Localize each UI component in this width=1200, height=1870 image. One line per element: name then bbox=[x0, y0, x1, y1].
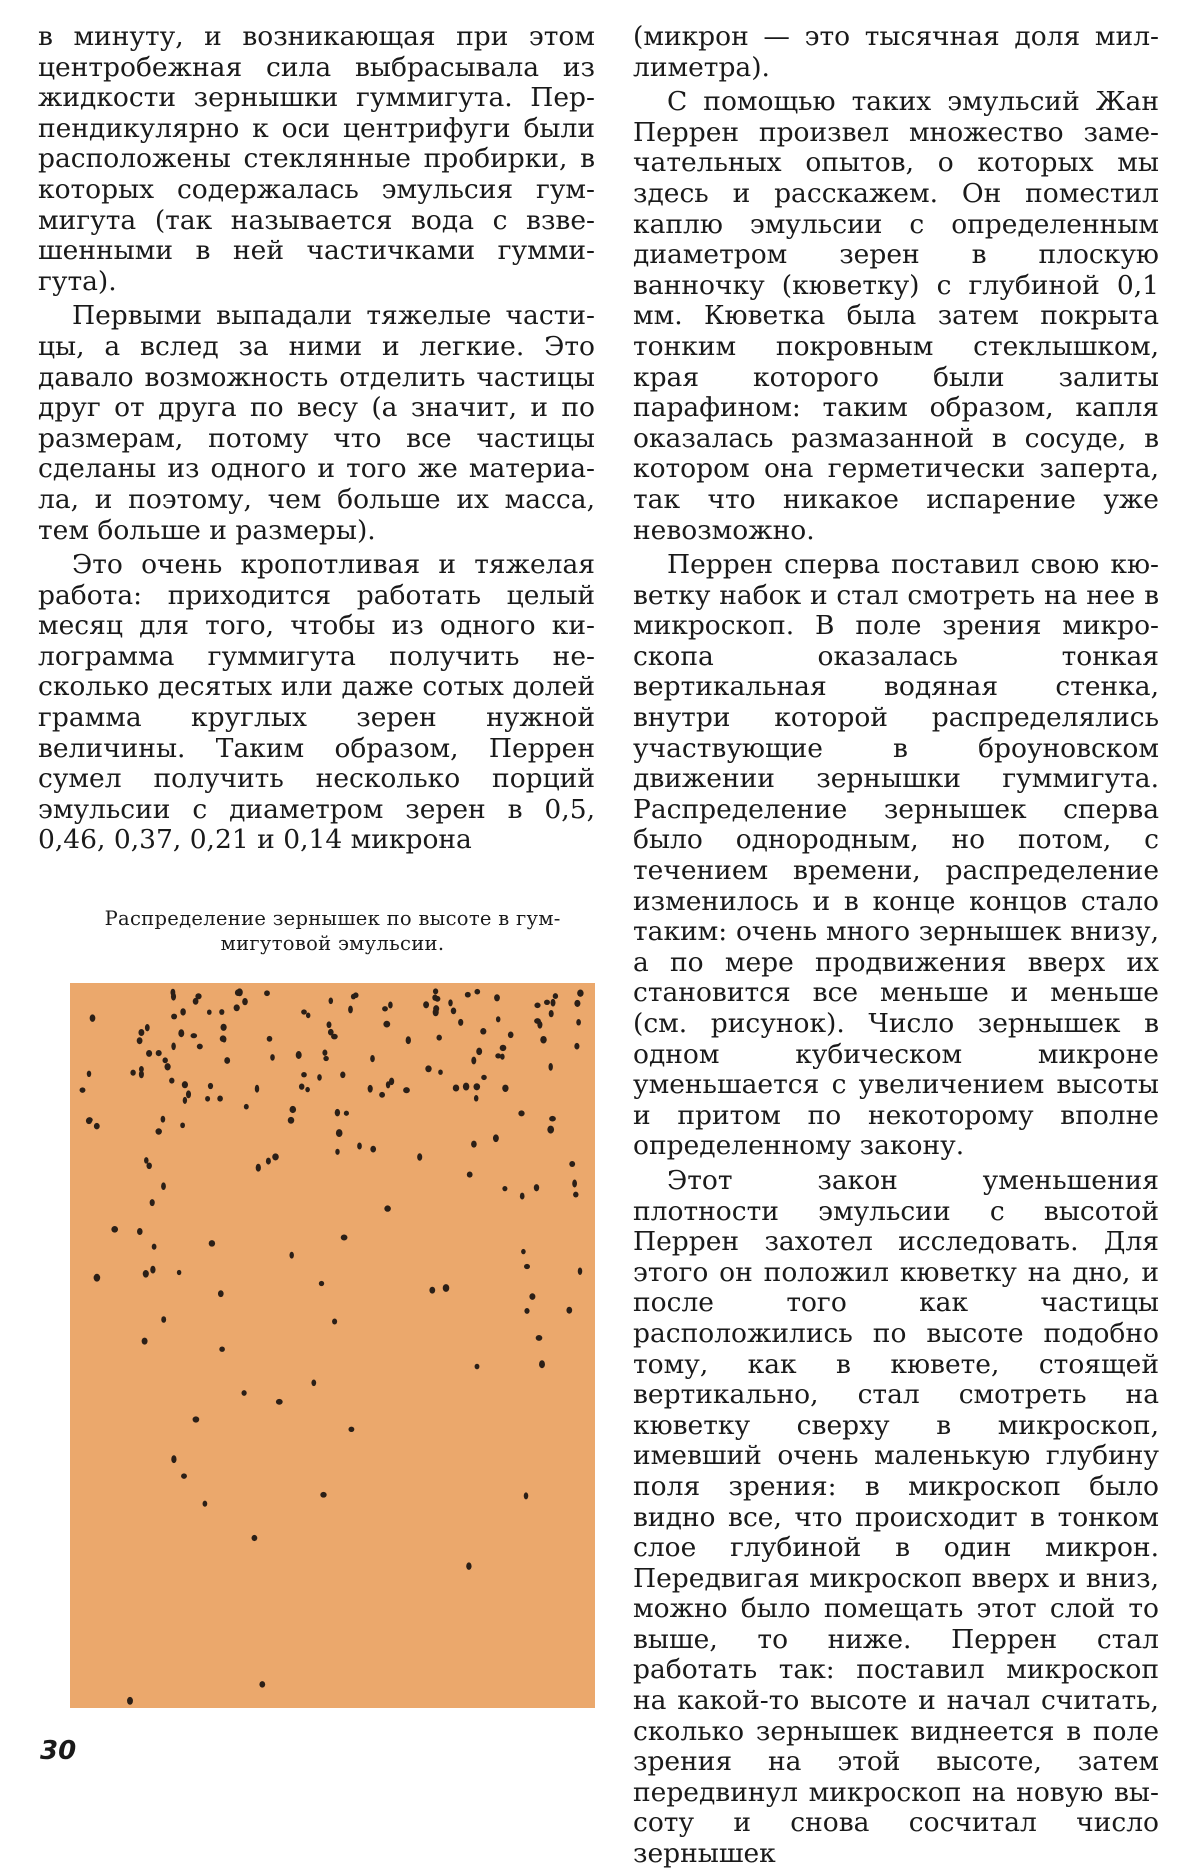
particle-dot bbox=[161, 1316, 166, 1323]
particle-dot bbox=[255, 1085, 259, 1093]
particle-dot bbox=[529, 1293, 535, 1300]
left-paragraph-3: Это очень кропотливая и тяжелая работа: приходится работать целый месяц для того, чтобы из одного килограмма гуммигута получить несколько десятых или даже сотых долей грамма круглых зерен нужной величины. Таким образом, Перрен сумел получить несколько порций эмульсии с диаметром зерен в 0,5, 0,46, 0,37, 0,21 и 0,14 микрона bbox=[38, 549, 595, 856]
particle-dot bbox=[370, 1146, 376, 1153]
left-paragraph-1: в минуту, и возникающая при этом центробежная сила выбрасывала из жидкости зернышки гуммигута. Перпендикулярно к оси центрифуги были расположены стеклянные пробирки, в которых содержалась эмульсия гуммигута (так называется вода с взвешенными в ней частичками гуммигута). bbox=[38, 21, 595, 297]
figure-caption: Распределение зернышек по высоте в гуммигутовой эмульсии. bbox=[104, 907, 561, 955]
particle-dot bbox=[138, 1029, 144, 1036]
particle-dot bbox=[181, 1473, 187, 1479]
particle-dot bbox=[299, 1083, 304, 1089]
emulsion-particles bbox=[70, 983, 595, 1708]
particle-dot bbox=[244, 1104, 249, 1110]
particle-dot bbox=[320, 1492, 326, 1498]
particle-dot bbox=[266, 1158, 271, 1165]
particle-dot bbox=[137, 1037, 143, 1044]
particle-dot bbox=[177, 1270, 182, 1275]
particle-dot bbox=[357, 1143, 362, 1150]
particle-dot bbox=[152, 1244, 157, 1250]
particle-dot bbox=[87, 1071, 91, 1077]
particle-dot bbox=[288, 1117, 295, 1124]
particle-dot bbox=[143, 1270, 149, 1278]
particle-dot bbox=[305, 1087, 310, 1092]
particle-dot bbox=[207, 1010, 212, 1015]
particle-dot bbox=[496, 1016, 501, 1022]
particle-dot bbox=[577, 990, 583, 997]
left-paragraph-2: Первыми выпадали тяжелые частицы, а вслед за ними и легкие. Это давало возможность отделить частицы друг от друга по весу (а значит, и по размерам, потому что все частицы сделаны из одного и того же материала, и поэтому, чем больше их масса, тем больше и размеры). bbox=[38, 300, 595, 546]
particle-dot bbox=[322, 1050, 327, 1056]
particle-dot bbox=[130, 1070, 135, 1076]
particle-dot bbox=[480, 1028, 486, 1035]
particle-dot bbox=[272, 1153, 279, 1160]
particle-dot bbox=[178, 1029, 184, 1037]
particle-dot bbox=[549, 1116, 556, 1122]
particle-dot bbox=[193, 1416, 200, 1422]
particle-dot bbox=[331, 1034, 338, 1040]
particle-dot bbox=[171, 1042, 176, 1050]
particle-dots bbox=[80, 988, 584, 1704]
particle-dot bbox=[539, 1360, 545, 1368]
particle-dot bbox=[569, 1161, 575, 1167]
particle-dot bbox=[406, 1036, 411, 1044]
particle-dot bbox=[317, 1074, 322, 1081]
particle-dot bbox=[208, 1083, 213, 1089]
particle-dot bbox=[502, 1186, 507, 1191]
particle-dot bbox=[180, 1122, 185, 1128]
particle-dot bbox=[220, 1024, 226, 1031]
particle-dot bbox=[241, 1390, 246, 1396]
page-number: 30 bbox=[40, 1736, 77, 1766]
particle-dot bbox=[370, 1055, 375, 1062]
particle-dot bbox=[389, 1078, 394, 1085]
particle-dot bbox=[171, 1014, 177, 1020]
particle-dot bbox=[524, 1492, 529, 1499]
particle-dot bbox=[549, 1010, 554, 1017]
particle-dot bbox=[191, 1033, 198, 1038]
particle-dot bbox=[574, 1000, 580, 1007]
particle-dot bbox=[448, 999, 452, 1006]
particle-dot bbox=[550, 999, 555, 1007]
particle-dot bbox=[171, 989, 176, 996]
particle-dot bbox=[348, 1427, 354, 1432]
particle-dot bbox=[432, 994, 437, 1000]
particle-dot bbox=[289, 1252, 293, 1259]
particle-dot bbox=[471, 1057, 476, 1065]
particle-dot bbox=[150, 1266, 155, 1274]
particle-dot bbox=[335, 1149, 339, 1155]
particle-dot bbox=[270, 1054, 275, 1061]
particle-dot bbox=[311, 1380, 316, 1387]
particle-dot bbox=[217, 1096, 223, 1102]
particle-dot bbox=[301, 1072, 307, 1077]
particle-dot bbox=[524, 1264, 530, 1269]
particle-dot bbox=[494, 994, 500, 1001]
particle-dot bbox=[218, 1290, 224, 1297]
particle-dot bbox=[144, 1157, 149, 1163]
particle-dot bbox=[553, 993, 558, 999]
particle-dot bbox=[493, 1134, 499, 1142]
particle-dot bbox=[161, 1182, 166, 1190]
particle-dot bbox=[383, 1021, 390, 1028]
particle-dot bbox=[344, 1111, 349, 1116]
particle-dot bbox=[388, 1002, 393, 1009]
particle-dot bbox=[111, 1226, 118, 1233]
particle-dot bbox=[252, 1535, 258, 1541]
particle-dot bbox=[502, 1085, 508, 1092]
particle-dot bbox=[203, 1501, 208, 1507]
particle-dot bbox=[336, 1129, 343, 1137]
particle-dot bbox=[475, 1364, 480, 1370]
particle-dot bbox=[423, 1001, 429, 1008]
particle-dot bbox=[197, 1044, 203, 1050]
particle-dot bbox=[267, 1036, 273, 1042]
particle-dot bbox=[573, 1192, 578, 1198]
particle-dot bbox=[534, 1184, 539, 1191]
particle-dot bbox=[451, 1008, 457, 1015]
particle-dot bbox=[474, 1095, 479, 1102]
particle-dot bbox=[537, 1021, 542, 1029]
particle-dot bbox=[264, 990, 270, 996]
particle-dot bbox=[169, 1078, 174, 1084]
particle-dot bbox=[379, 1092, 385, 1098]
particle-dot bbox=[547, 1126, 554, 1134]
particle-dot bbox=[256, 1164, 261, 1172]
particle-dot bbox=[224, 1057, 230, 1064]
particle-dot bbox=[155, 1128, 161, 1134]
particle-dot bbox=[521, 1249, 526, 1254]
particle-dot bbox=[142, 1338, 148, 1345]
particle-dot bbox=[219, 1009, 224, 1015]
particle-dot bbox=[436, 1035, 441, 1041]
right-paragraph-4: Этот закон уменьшения плотности эмульсии с высотой Перрен захотел исследовать. Для этого он положил кюветку на дно, и после того как частицы расположились по высоте подобно тому, как в кювете, стоящей вертикально, стал смотреть на кюветку сверху в микроскоп, имевший очень маленькую глубину поля зрения: в микроскоп было видно все, что происходит в тонком слое глубиной в один микрон. Передвигая микроскоп вверх и вниз, можно было помещать этот слой то выше, то ниже. Перрен стал работать так: поставил микроскоп на какой-то высоте и начал считать, сколько зернышек виднеется в поле зрения на этой высоте, затем передвинул микроскоп на новую высоту и снова сосчитал число зернышек bbox=[633, 1164, 1159, 1870]
particle-dot bbox=[425, 1065, 431, 1072]
particle-dot bbox=[473, 1083, 480, 1090]
particle-dot bbox=[566, 1307, 572, 1314]
particle-dot bbox=[162, 1057, 167, 1063]
particle-dot bbox=[574, 1043, 579, 1050]
particle-dot bbox=[205, 1096, 210, 1102]
particle-dot bbox=[183, 1097, 187, 1104]
particle-dot bbox=[458, 1019, 463, 1026]
particle-dot bbox=[540, 1036, 547, 1044]
particle-dot bbox=[90, 1014, 96, 1022]
particle-dot bbox=[259, 1681, 265, 1687]
particle-dot bbox=[524, 1308, 529, 1314]
particle-dot bbox=[186, 1090, 191, 1098]
particle-dot bbox=[296, 1051, 302, 1059]
right-paragraph-2: С помощью таких эмульсий Жан Перрен произвел множество замечательных опытов, о которых мы здесь и расскажем. Он поместил каплю эмульсии с определенным диаметром зерен в плоскую ванночку (кюветку) с глубиной 0,1 мм. Кюветка была затем покрыта тонким покровным стеклышком, края которого были залиты парафином: таким образом, капля оказалась размазанной в сосуде, в котором она герметически заперта, так что никакое испарение уже невозможно. bbox=[633, 86, 1159, 546]
particle-dot bbox=[534, 1003, 540, 1009]
particle-dot bbox=[146, 1162, 151, 1169]
particle-dot bbox=[340, 1071, 345, 1078]
particle-dot bbox=[368, 1085, 373, 1093]
particle-dot bbox=[94, 1123, 100, 1129]
particle-dot bbox=[520, 1193, 525, 1200]
particle-dot bbox=[180, 1008, 186, 1015]
particle-dot bbox=[433, 1008, 439, 1016]
particle-dot bbox=[156, 1050, 162, 1056]
right-text-column bbox=[633, 22, 1159, 1870]
particle-dot bbox=[209, 1240, 215, 1247]
particle-dot bbox=[306, 1013, 310, 1019]
particle-dot bbox=[161, 1116, 166, 1123]
particle-dot bbox=[335, 1109, 340, 1116]
particle-dot bbox=[94, 1274, 101, 1282]
particle-dot bbox=[171, 1455, 176, 1463]
particle-dot bbox=[403, 1087, 410, 1093]
particle-dot bbox=[500, 1045, 507, 1051]
particle-dot bbox=[327, 1021, 332, 1028]
particle-dot bbox=[341, 1235, 348, 1241]
particle-dot bbox=[195, 993, 201, 999]
particle-dot bbox=[453, 1084, 459, 1091]
particle-dot bbox=[443, 1284, 450, 1292]
particle-dot bbox=[145, 1024, 150, 1031]
particle-dot bbox=[549, 1063, 553, 1071]
particle-dot bbox=[572, 1180, 577, 1188]
particle-dot bbox=[319, 1281, 324, 1286]
particle-dot bbox=[137, 1228, 143, 1235]
particle-dot bbox=[242, 998, 248, 1005]
particle-dot bbox=[466, 1562, 471, 1569]
particle-dot bbox=[139, 1070, 144, 1078]
particle-dot bbox=[220, 1035, 227, 1042]
particle-dot bbox=[463, 1083, 469, 1091]
particle-dot bbox=[382, 1006, 388, 1011]
particle-dot bbox=[471, 1141, 477, 1148]
particle-dot bbox=[146, 1050, 152, 1057]
particle-dot bbox=[332, 1319, 337, 1325]
particle-dot bbox=[150, 1199, 155, 1206]
particle-dot bbox=[433, 988, 438, 994]
particle-dot bbox=[80, 1087, 86, 1092]
particle-dot bbox=[329, 998, 334, 1005]
particle-dot bbox=[500, 1054, 504, 1060]
particle-dot bbox=[301, 1009, 307, 1014]
particle-dot bbox=[518, 1110, 524, 1116]
particle-dot bbox=[127, 1697, 133, 1705]
left-text-column bbox=[38, 22, 595, 856]
particle-dot bbox=[576, 1019, 581, 1026]
particle-dot bbox=[323, 1056, 329, 1061]
right-paragraph-3: Перрен сперва поставил свою кюветку набок и стал смотреть на нее в микроскоп. В поле зрения микроскопа оказалась тонкая вертикальная водяная стенка, внутри которой распределялись участвующие в броуновском движении зернышки гуммигута. Распределение зернышек сперва было однородным, но потом, с течением времени, распределение изменилось и в конце концов стало таким: очень много зернышек внизу, а по мере продвижения вверх их становится все меньше и меньше (см. рисунок). Число зернышек в одном кубическом микроне уменьшается с увеличением высоты и притом по некоторому вполне определенному закону. bbox=[633, 549, 1159, 1162]
particle-dot bbox=[429, 1287, 435, 1294]
particle-dot bbox=[481, 1075, 487, 1080]
particle-dot bbox=[353, 992, 359, 998]
emulsion-illustration bbox=[70, 983, 595, 1708]
particle-dot bbox=[234, 1004, 240, 1011]
particle-dot bbox=[465, 992, 471, 998]
particle-dot bbox=[290, 1106, 297, 1113]
particle-dot bbox=[348, 1006, 353, 1014]
particle-dot bbox=[86, 1118, 92, 1125]
particle-dot bbox=[508, 1031, 514, 1038]
particle-dot bbox=[164, 1063, 170, 1070]
particle-dot bbox=[182, 1081, 188, 1088]
particle-dot bbox=[384, 1205, 391, 1211]
particle-dot bbox=[476, 1048, 482, 1056]
particle-dot bbox=[536, 1335, 543, 1341]
particle-dot bbox=[474, 989, 480, 995]
particle-dot bbox=[219, 1347, 225, 1352]
particle-dot bbox=[235, 989, 241, 996]
particle-dot bbox=[467, 1172, 473, 1178]
particle-dot bbox=[544, 1000, 550, 1005]
particle-dot bbox=[417, 1153, 422, 1160]
particle-dot bbox=[578, 1267, 582, 1274]
right-paragraph-1: (микрон — это тысячная доля миллиметра). bbox=[633, 21, 1159, 83]
particle-dot bbox=[276, 1399, 283, 1405]
particle-dot bbox=[438, 1070, 443, 1075]
